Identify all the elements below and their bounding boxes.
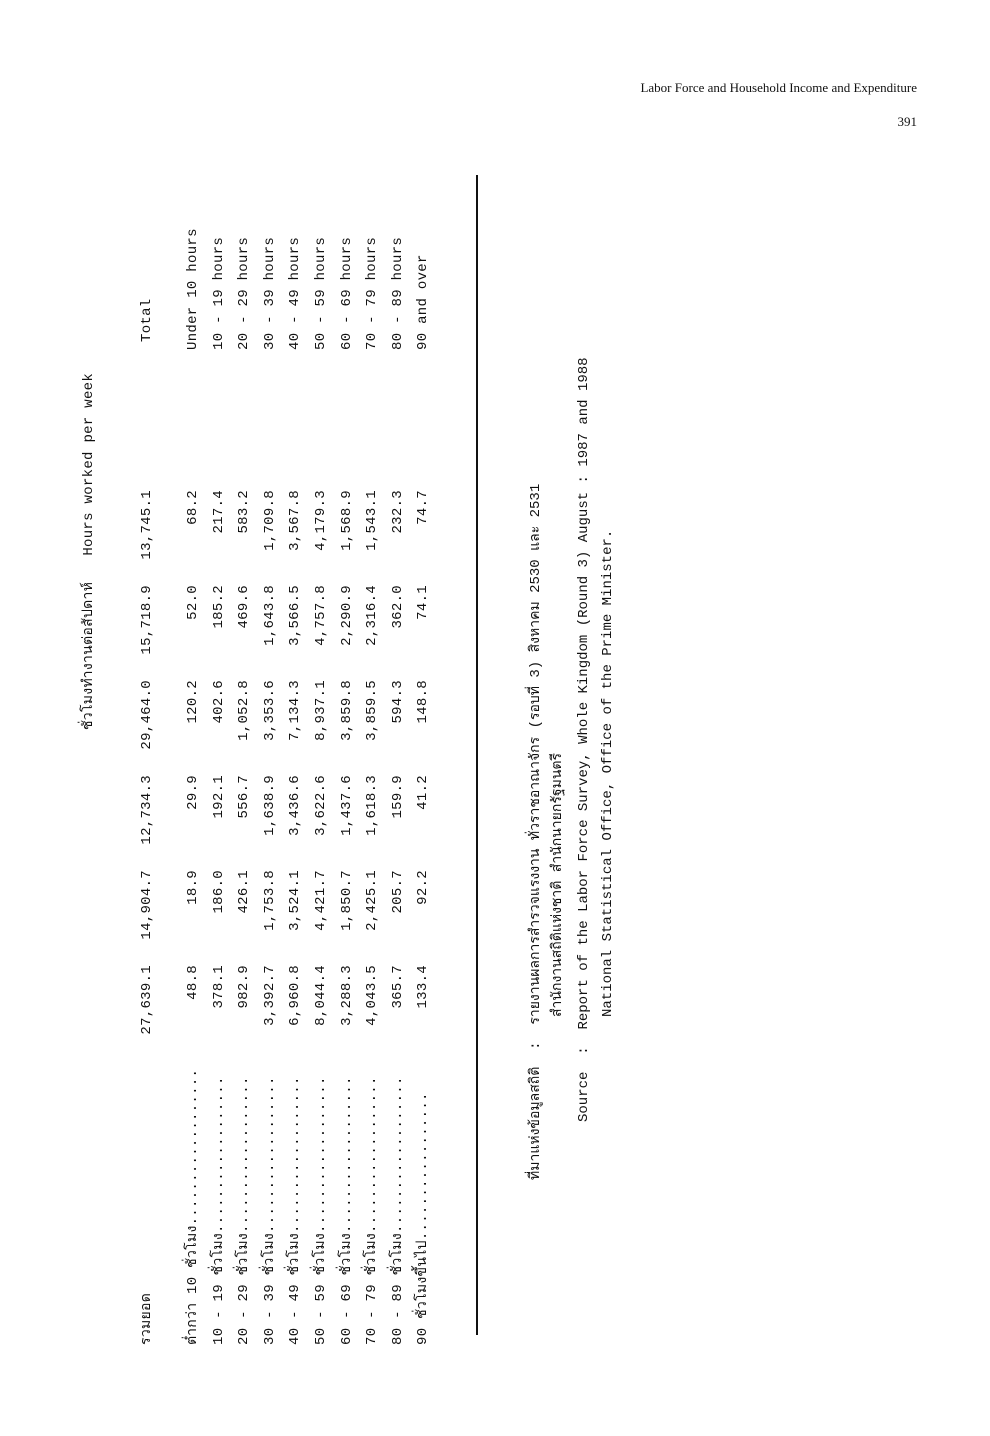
cell-value: 4,043.5 [364,965,381,1026]
row-label-thai: 50 - 59 ชั่วโมง.................. [313,1076,329,1345]
cell-value: 1,543.1 [364,490,381,551]
row-label-en: 10 - 19 hours [210,236,227,350]
cell-value: 217.4 [210,490,227,534]
cell-value: 205.7 [389,870,406,914]
cell-value: 594.3 [389,680,406,724]
cell-value: 365.7 [389,965,406,1009]
source-line1: Report of the Labor Force Survey, Whole Kingdom (Round 3) August : 1987 and 1988 [576,357,592,1030]
table-row [360,125,384,1345]
total-value: 14,904.7 [139,870,155,940]
cell-value: 4,757.8 [313,585,329,646]
cell-value: 469.6 [236,585,253,629]
cell-value: 232.3 [389,490,406,534]
table-row [386,125,410,1345]
total-value: 29,464.0 [139,680,155,750]
cell-value: 6,960.8 [287,965,304,1026]
table-row [232,125,256,1345]
row-label-en: 80 - 89 hours [389,236,406,350]
row-label-thai: ต่ำกว่า 10 ชั่วโมง.................. [185,1068,201,1345]
cell-value: 74.7 [415,490,432,525]
cell-value: 3,567.8 [287,490,304,551]
cell-value: 1,709.8 [261,490,278,551]
cell-value: 3,288.3 [338,965,355,1026]
total-value: 15,718.9 [139,585,155,655]
row-label-en: 90 and over [415,254,432,350]
cell-value: 3,566.5 [287,585,304,646]
cell-value: 48.8 [185,965,201,1000]
footnote-thai-label: ที่มาแห่งข้อมูลสถิติ [528,1066,544,1180]
cell-value: 362.0 [389,585,406,629]
cell-value: 3,622.6 [313,775,329,836]
table-row [335,125,359,1345]
footnote-thai-line2: สำนักงานสถิติแห่งชาติ สำนักนายกรัฐมนตรี [550,753,566,1017]
cell-value: 2,425.1 [364,870,381,931]
hours-table [81,125,435,1345]
row-label-thai: 30 - 39 ชั่วโมง.................. [261,1076,278,1345]
cell-value: 3,436.6 [287,775,304,836]
cell-value: 2,316.4 [364,585,381,646]
cell-value: 4,179.3 [313,490,329,551]
row-label-en: 70 - 79 hours [364,236,381,350]
row-label-thai: 70 - 79 ชั่วโมง.................. [364,1076,381,1345]
cell-value: 4,421.7 [313,870,329,931]
cell-value: 185.2 [210,585,227,629]
cell-value: 29.9 [185,775,201,810]
cell-value: 159.9 [389,775,406,819]
table-row [181,125,205,1345]
cell-value: 1,850.7 [338,870,355,931]
row-label-thai: 90 ชั่วโมงขึ้นไป................. [415,1092,432,1345]
table-title-thai: ชั่วโมงทำงานต่อสัปดาห์ [81,581,97,730]
cell-value: 2,290.9 [338,585,355,646]
cell-value: 41.2 [415,775,432,810]
cell-value: 1,052.8 [236,680,253,741]
row-label-en: 30 - 39 hours [261,236,278,350]
row-label-thai: 60 - 69 ชั่วโมง.................. [338,1076,355,1345]
row-label-thai: 40 - 49 ชั่วโมง.................. [287,1076,304,1345]
cell-value: 1,618.3 [364,775,381,836]
cell-value: 18.9 [185,870,201,905]
cell-value: 92.2 [415,870,432,905]
cell-value: 133.4 [415,965,432,1009]
cell-value: 378.1 [210,965,227,1009]
cell-value: 982.9 [236,965,253,1009]
cell-value: 426.1 [236,870,253,914]
cell-value: 3,859.8 [338,680,355,741]
table-row [411,125,435,1345]
total-value: 12,734.3 [139,775,155,845]
cell-value: 68.2 [185,490,201,525]
cell-value: 583.2 [236,490,253,534]
table-row [207,125,231,1345]
table-row [283,125,307,1345]
row-label-thai: 20 - 29 ชั่วโมง.................. [236,1076,253,1345]
vertical-rule [476,175,478,1335]
cell-value: 1,568.9 [338,490,355,551]
table-row [258,125,282,1345]
row-label-en: 40 - 49 hours [287,236,304,350]
running-header: Labor Force and Household Income and Expenditure [640,80,917,95]
cell-value: 74.1 [415,585,432,620]
cell-value: 148.8 [415,680,432,724]
row-label-en: Under 10 hours [185,228,201,350]
cell-value: 402.6 [210,680,227,724]
total-label-thai: รวมยอด [139,1292,155,1345]
footnote-colon: : [528,1041,544,1050]
footnote [525,357,616,1180]
total-row [135,125,159,1345]
total-value: 13,745.1 [139,490,155,560]
row-label-en: 60 - 69 hours [338,236,355,350]
row-label-thai: 10 - 19 ชั่วโมง.................. [210,1076,227,1345]
cell-value: 556.7 [236,775,253,819]
cell-value: 8,937.1 [313,680,329,741]
row-label-en: 50 - 59 hours [313,236,329,350]
cell-value: 1,753.8 [261,870,278,931]
source-label: Source [576,1071,592,1122]
cell-value: 3,392.7 [261,965,278,1026]
cell-value: 1,638.9 [261,775,278,836]
total-label-en: Total [139,298,155,342]
total-value: 27,639.1 [139,965,155,1035]
table-title [77,373,99,730]
cell-value: 120.2 [185,680,201,724]
cell-value: 1,643.8 [261,585,278,646]
cell-value: 8,044.4 [313,965,329,1026]
table-title-en: Hours worked per week [81,372,97,556]
cell-value: 186.0 [210,870,227,914]
cell-value: 3,859.5 [364,680,381,741]
page-number: 391 [897,114,917,129]
cell-value: 1,437.6 [338,775,355,836]
cell-value: 3,524.1 [287,870,304,931]
cell-value: 52.0 [185,585,201,620]
cell-value: 3,353.6 [261,680,278,741]
cell-value: 7,134.3 [287,680,304,741]
row-label-thai: 80 - 89 ชั่วโมง.................. [389,1076,406,1345]
source-colon: : [576,1046,592,1055]
footnote-thai-line1: รายงานผลการสำรวจแรงงาน ทั่วราชอาณาจักร (รอบที่ 3) สิงหาคม 2530 และ 2531 [528,483,544,1025]
cell-value: 192.1 [210,775,227,819]
source-line2: National Statistical Office, Office of the Prime Minister. [600,529,616,1017]
table-row [309,125,333,1345]
row-label-en: 20 - 29 hours [236,236,253,350]
